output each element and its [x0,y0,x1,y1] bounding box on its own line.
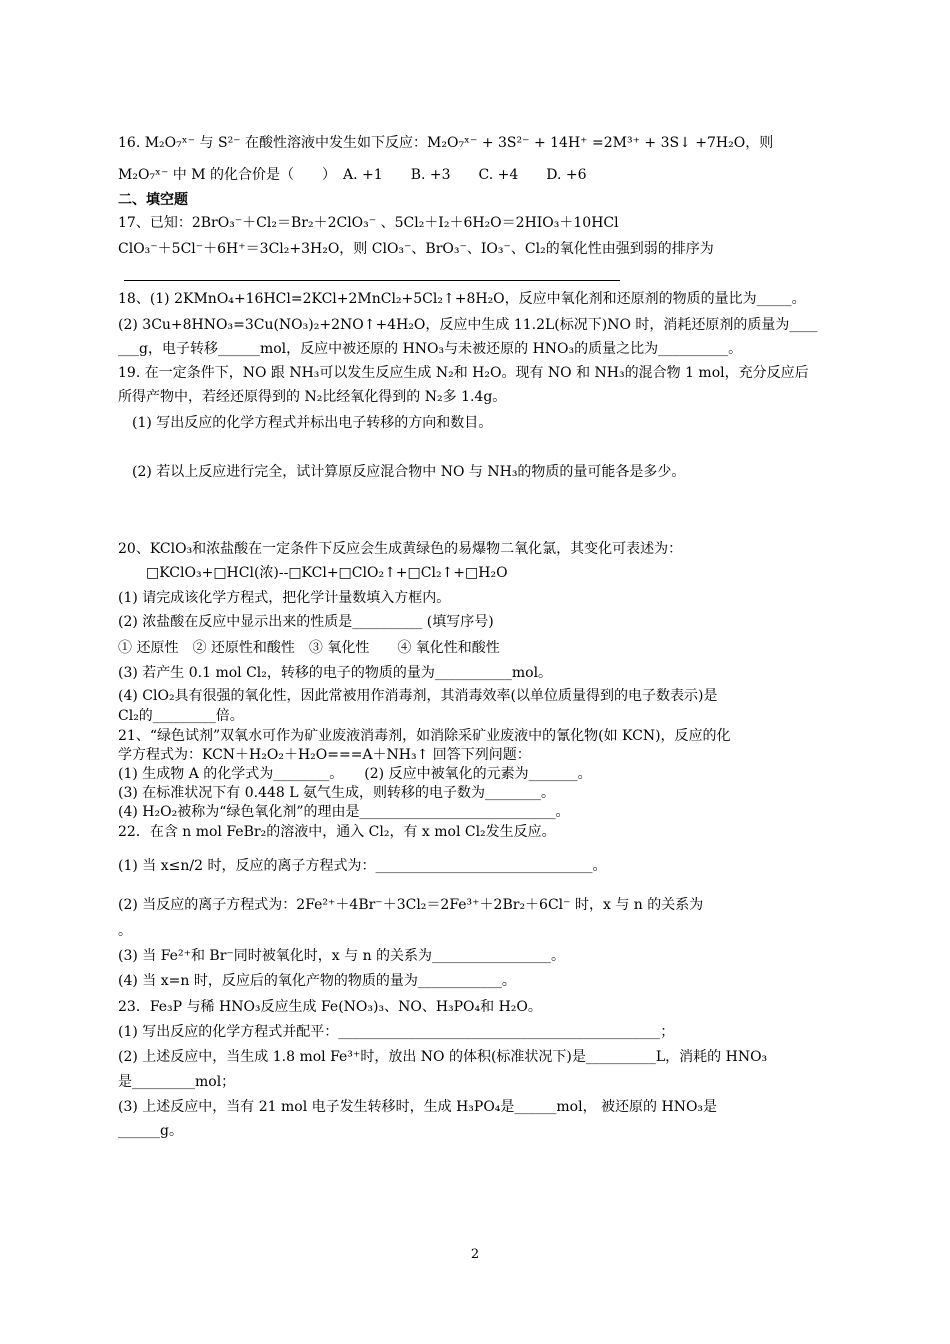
text-line: 20、KClO₃和浓盐酸在一定条件下反应会生成黄绿色的易爆物二氧化氯，其变化可表述为： [118,541,683,557]
text-line: (2) 浓盐酸在反应中显示出来的性质是__________ (填写序号) [118,614,494,630]
section-heading: 二、填空题 [118,192,188,208]
text-line: (4) H₂O₂被称为“绿色氧化剂”的理由是____________________________。 [118,804,570,820]
page-number: 2 [470,1247,480,1262]
text-line: 22．在含 n mol FeBr₂的溶液中，通入 Cl₂，有 x mol Cl₂发生反应。 [118,824,556,840]
text-line: 19. 在一定条件下，NO 跟 NH₃可以发生反应生成 N₂和 H₂O。现有 NO 和 NH₃的混合物 1 mol，充分反应后 [118,365,809,381]
text-line: (2) 上述反应中，当生成 1.8 mol Fe³⁺时，放出 NO 的体积(标准状况下)是__________L，消耗的 HNO₃ [118,1049,768,1065]
text-line: (2) 当反应的离子方程式为：2Fe²⁺＋4Br⁻＋3Cl₂＝2Fe³⁺＋2Br₂＋6Cl⁻ 时，x 与 n 的关系为 [118,897,704,913]
text-line: 23．Fe₃P 与稀 HNO₃反应生成 Fe(NO₃)₃、NO、H₃PO₄和 H₂O。 [118,999,542,1015]
text-line: Cl₂的_________倍。 [118,708,244,724]
text-line: 18、(1) 2KMnO₄+16HCl=2KCl+2MnCl₂+5Cl₂↑+8H₂O，反应中氧化剂和还原剂的物质的量比为_____。 [118,291,806,307]
text-line: 所得产物中，若经还原得到的 N₂比经氧化得到的 N₂多 1.4g。 [118,389,507,405]
text-line: (1) 写出反应的化学方程式并配平：______________________________________________； [118,1024,675,1040]
text-line: 是_________mol； [118,1074,236,1090]
text-line: ClO₃⁻＋5Cl⁻＋6H⁺＝3Cl₂+3H₂O，则 ClO₃⁻、BrO₃⁻、IO₃⁻、Cl₂的氧化性由强到弱的排序为 [118,241,714,257]
text-line: (3) 当 Fe²⁺和 Br⁻同时被氧化时，x 与 n 的关系为_________________。 [118,948,566,964]
text-line: (4) 当 x=n 时，反应后的氧化产物的物质的量为____________。 [118,973,516,989]
text-line: 16. M₂O₇ˣ⁻ 与 S²⁻ 在酸性溶液中发生如下反应：M₂O₇ˣ⁻ + 3S²⁻ + 14H⁺ =2M³⁺ + 3S↓ +7H₂O，则 [118,135,774,151]
text-line: (1) 生成物 A 的化学式为________。 (2) 反应中被氧化的元素为_______。 [118,766,592,782]
text-line: 学方程式为：KCN＋H₂O₂＋H₂O===A＋NH₃↑ 回答下列问题： [118,747,531,763]
text-line: (2) 若以上反应进行完全，试计算原反应混合物中 NO 与 NH₃的物质的量可能各是多少。 [118,464,686,480]
text-line: (3) 在标准状况下有 0.448 L 氨气生成，则转移的电子数为________。 [118,785,556,801]
text-line: (2) 3Cu+8HNO₃=3Cu(NO₃)₂+2NO↑+4H₂O，反应中生成 11.2L(标况下)NO 时，消耗还原剂的质量为____ [118,317,818,333]
text-line: M₂O₇ˣ⁻ 中 M 的化合价是（ ） A. +1 B. +3 C. +4 D. +6 [118,167,587,183]
text-line: 21、“绿色试剂”双氧水可作为矿业废液消毒剂，如消除采矿业废液中的氰化物(如 KCN)，反应的化 [118,728,731,744]
text-line: (1) 写出反应的化学方程式并标出电子转移的方向和数目。 [118,415,493,431]
text-line: (3) 若产生 0.1 mol Cl₂，转移的电子的物质的量为___________mol。 [118,665,553,681]
text-line: ______g。 [118,1123,183,1139]
text-line: (4) ClO₂具有很强的氧化性，因此常被用作消毒剂，其消毒效率(以单位质量得到的电子数表示)是 [118,688,718,704]
text-line: 。 [118,923,132,939]
text-line: (1) 当 x≤n/2 时，反应的离子方程式为：_______________________________。 [118,858,607,874]
text-line: ① 还原性 ② 还原性和酸性 ③ 氧化性 ④ 氧化性和酸性 [118,640,500,656]
text-line: 17、已知：2BrO₃⁻＋Cl₂＝Br₂＋2ClO₃⁻ 、5Cl₂＋I₂＋6H₂O＝2HIO₃＋10HCl [118,215,619,231]
text-line: (3) 上述反应中，当有 21 mol 电子发生转移时，生成 H₃PO₄是______mol， 被还原的 HNO₃是 [118,1099,718,1115]
answer-line-17 [124,280,620,281]
text-line: ___g，电子转移______mol，反应中被还原的 HNO₃与未被还原的 HNO₃的质量之比为__________。 [118,341,743,357]
text-line: (1) 请完成该化学方程式，把化学计量数填入方框内。 [118,590,451,606]
text-line: □KClO₃+□HCl(浓)--□KCl+□ClO₂↑+□Cl₂↑+□H₂O [118,565,508,581]
